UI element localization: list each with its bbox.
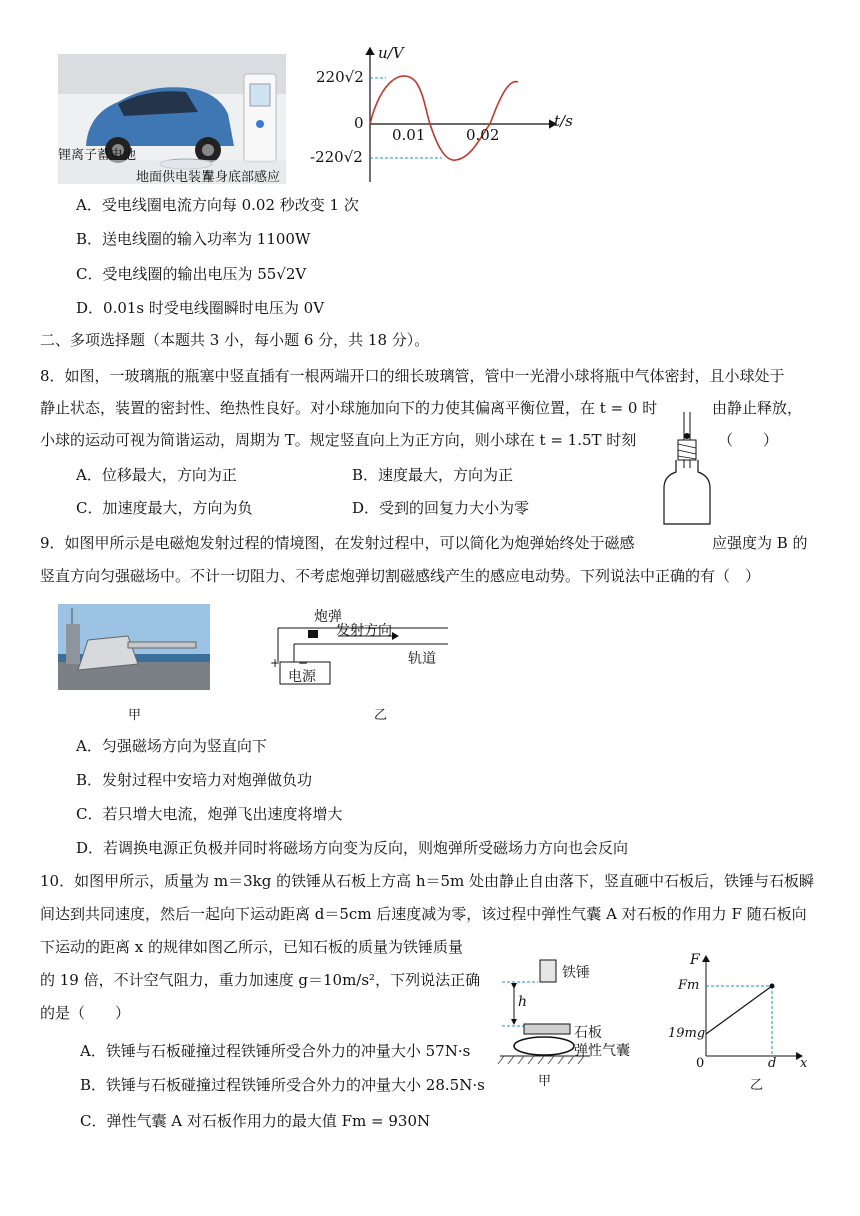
section-heading: 二、多项选择题（本题共 3 小，每小题 6 分，共 18 分）。 [40,331,430,349]
power-label: 电源 [288,669,316,685]
railgun-photo [58,604,210,690]
x-axis-label: t/s [554,112,573,130]
origin-label: 0 [696,1056,705,1071]
hammer-slab-figure [494,954,644,1094]
height-label: h [518,994,528,1010]
fig-b-caption: 乙 [750,1078,764,1093]
q9-option-d: D．若调换电源正负极并同时将磁场方向变为反向，则炮弹所受磁场力方向也会反向 [76,839,629,857]
q10-line-4: 的 19 倍，不计空气阻力，重力加速度 g＝10m/s²，下列说法正确 [40,971,481,989]
q9-line-2: 竖直方向匀强磁场中。不计一切阻力、不考虑炮弹切割磁感线产生的感应电动势。下列说法中正确的有（ ） [40,567,761,585]
q10-line-5: 的是（ ） [40,1004,131,1022]
q9-option-c: C．若只增大电流，炮弹飞出速度将增大 [76,805,343,823]
q10-line-1: 10．如图甲所示，质量为 m＝3kg 的铁锤从石板上方高 h＝5m 处由静止自由落下，竖直砸中石板后，铁锤与石板瞬 [40,872,815,890]
battery-label: 锂离子蓄电池 [58,148,137,163]
fig-a-caption: 甲 [538,1074,552,1089]
voltage-waveform-graph [306,42,586,190]
ground-supply-label: 地面供电装置 [136,170,215,184]
hammer-label: 铁锤 [562,965,590,981]
sine-curve [370,76,518,160]
y-max-label: 220√2 [316,68,364,86]
q8-line-1: 8．如图，一玻璃瓶的瓶塞中竖直插有一根两端开口的细长玻璃管，管中一光滑小球将瓶中气体密封，且小球处于 [40,367,785,385]
fig-yi-caption: 乙 [374,708,388,723]
q8-option-c: C．加速度最大，方向为负 [76,499,253,517]
q7-option-d: D．0.01s 时受电线圈瞬时电压为 0V [76,299,325,317]
q7-option-a: A．受电线圈电流方向每 0.02 秒改变 1 次 [76,196,359,214]
y-min-label: -220√2 [310,148,363,166]
q10-line-3: 下运动的距离 x 的规律如图乙所示，已知石板的质量为铁锤质量 [40,938,463,956]
plus-sign: + [270,656,281,670]
glass-bottle-figure [656,412,716,528]
q8-line-2a: 静止状态，装置的密封性、绝热性良好。对小球施加向下的力使其偏离平衡位置，在 t = 0 时 [40,399,658,417]
force-distance-graph [666,950,816,1094]
q9-line-1b: 应强度为 B 的 [712,534,808,552]
q9-option-b: B．发射过程中安培力对炮弹做负功 [76,771,313,789]
q8-option-a: A．位移最大，方向为正 [76,466,237,484]
sensor-label: 车身底部感应 [202,170,281,184]
y-zero-label: 0 [354,114,364,132]
q8-option-d: D．受到的回复力大小为零 [352,499,530,517]
car-charging-photo [58,54,286,184]
y-axis-label: u/V [378,44,404,62]
q10-option-a: A．铁锤与石板碰撞过程铁锤所受合外力的冲量大小 57N·s [80,1042,471,1060]
q7-option-b: B．送电线圈的输入功率为 1100W [76,230,311,248]
railgun-circuit-diagram [268,609,468,696]
shell-label: 炮弹 [314,609,342,625]
19mg-label: 19mg [668,1026,706,1041]
q10-option-b: B．铁锤与石板碰撞过程铁锤所受合外力的冲量大小 28.5N·s [80,1076,485,1094]
q10-line-2: 间达到共同速度，然后一起向下运动距离 d＝5cm 后速度减为零，该过程中弹性气囊 A 对石板的作用力 F 随石板向 [40,905,807,923]
q9-option-a: A．匀强磁场方向为竖直向下 [76,737,267,755]
slab-label: 石板 [574,1025,602,1041]
fig-jia-caption: 甲 [128,708,142,723]
f-axis-label: F [690,952,700,968]
airbag-label: 弹性气囊 [574,1043,630,1059]
rail-label: 轨道 [408,651,436,667]
d-tick-label: d [768,1056,777,1071]
q10-option-c: C．弹性气囊 A 对石板作用力的最大值 Fm = 930N [80,1112,431,1130]
x-axis-label-q10: x [800,1056,808,1071]
q8-line-2b: 由静止释放， [712,399,803,417]
q9-line-1a: 9．如图甲所示是电磁炮发射过程的情境图，在发射过程中，可以简化为炮弹始终处于磁感 [40,534,635,552]
x-tick-001: 0.01 [392,126,426,144]
x-tick-002: 0.02 [466,126,500,144]
direction-label: 发射方向 [336,623,392,639]
minus-sign: − [298,656,309,670]
q8-line-3b: （ ） [718,431,779,449]
q8-line-3a: 小球的运动可视为简谐运动，周期为 T。规定竖直向上为正方向，则小球在 t = 1.5T 时刻 [40,431,637,449]
q7-option-c: C．受电线圈的输出电压为 55√2V [76,265,307,283]
q8-option-b: B．速度最大，方向为正 [352,466,514,484]
fm-label: Fm [678,978,700,993]
